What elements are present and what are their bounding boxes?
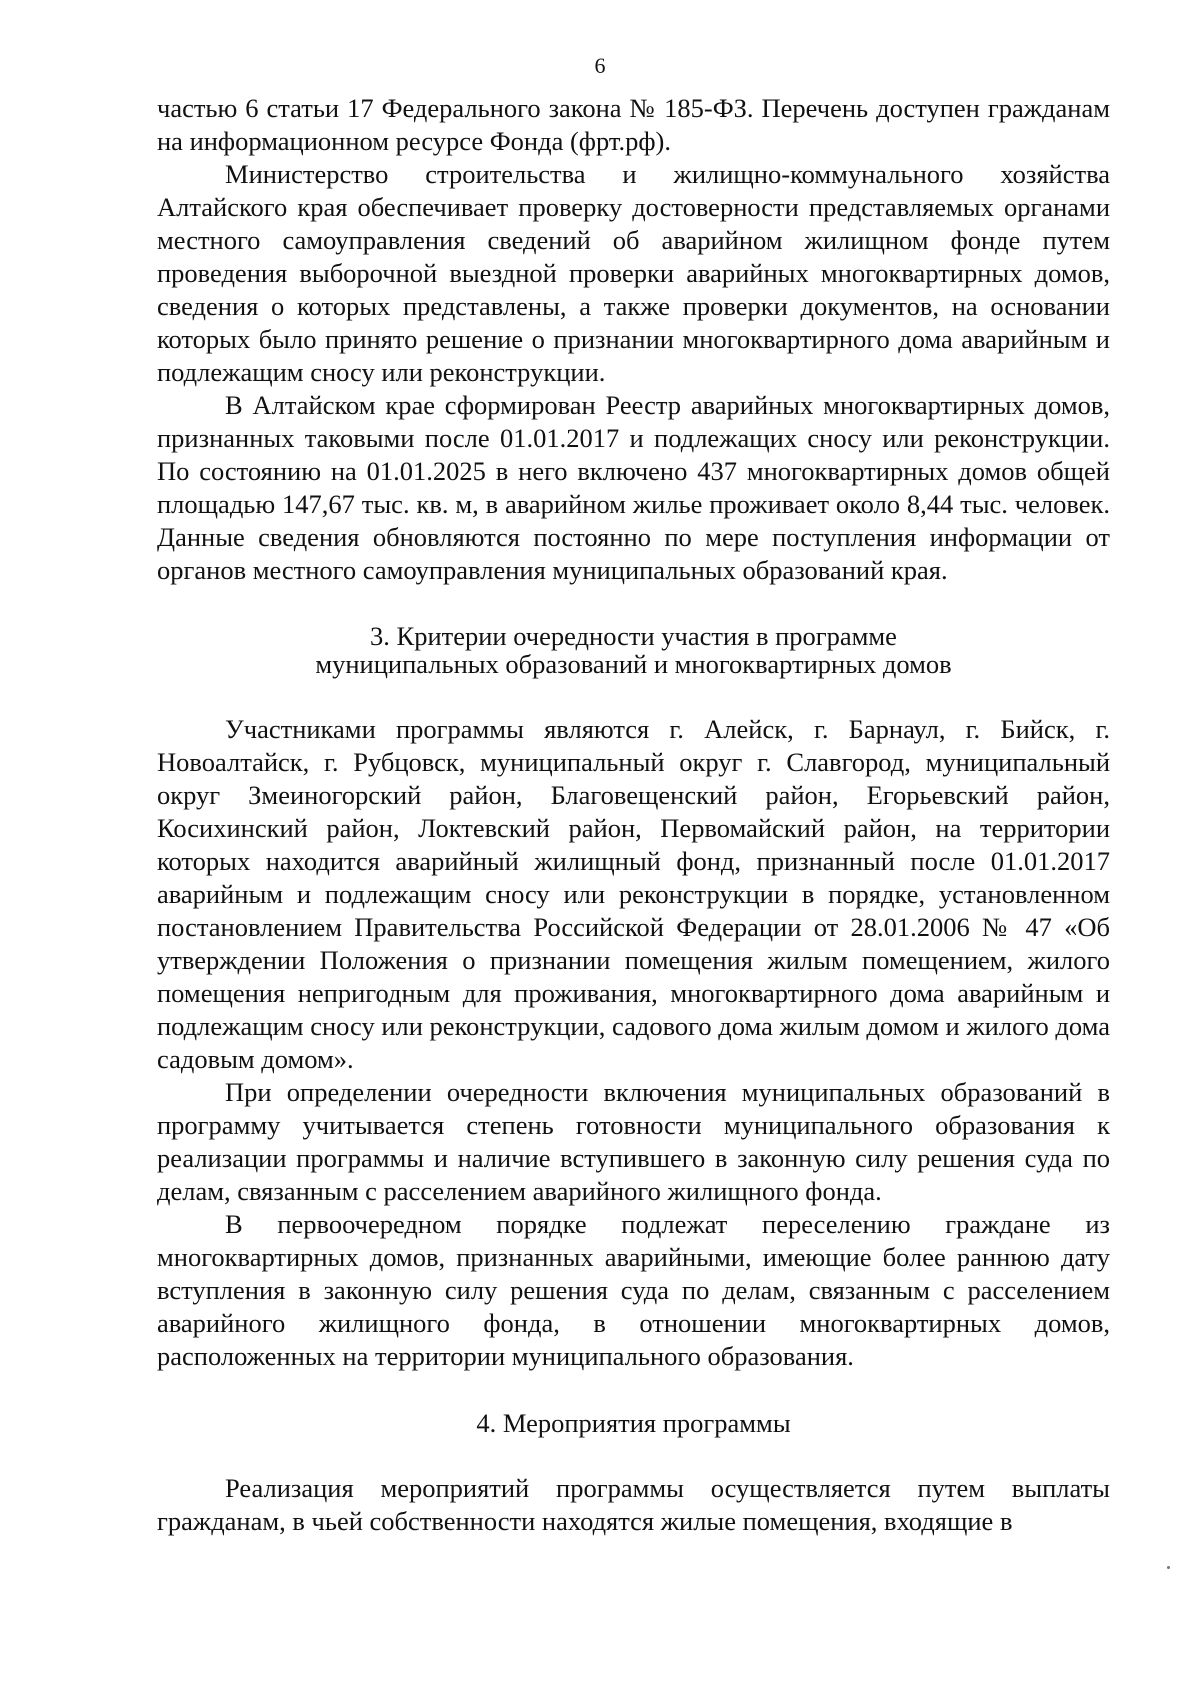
- section-3-title-line-1: 3. Критерии очередности участия в программе: [370, 621, 897, 651]
- section-3-paragraph-first-order: В первоочередном порядке подлежат переселению граждане из многоквартирных домов, признанных аварийными, имеющие более раннюю дату вступления в законную силу решения суда по делам, связанным с расселением аварийного жилищного фонда, в отношении многоквартирных домов, расположенных на территории муниципального образования.: [157, 1209, 1110, 1371]
- intro-paragraph-ministry-verification: Министерство строительства и жилищно-коммунального хозяйства Алтайского края обеспечивает проверку достоверности представляемых органами местного самоуправления сведений об аварийном жилищном фонде путем проведения выборочной выездной проверки аварийных многоквартирных домов, сведения о которых представлены, а также проверки документов, на основании которых было принято решение о признании многоквартирного дома аварийным и подлежащим сносу или реконструкции.: [157, 159, 1110, 387]
- section-3-paragraph-priority: При определении очередности включения муниципальных образований в программу учитывается степень готовности муниципального образования к реализации программы и наличие вступившего в законную силу решения суда по делам, связанным с расселением аварийного жилищного фонда.: [157, 1077, 1110, 1206]
- section-3-heading: [157, 622, 1110, 678]
- section-3-title-line-2: муниципальных образований и многоквартирных домов: [315, 649, 952, 679]
- section-3-paragraph-participants: Участниками программы являются г. Алейск, г. Барнаул, г. Бийск, г. Новоалтайск, г. Рубцовск, муниципальный округ г. Славгород, муниципальный округ Змеиногорский район, Благовещенский район, Егорьевский район, Косихинский район, Локтевский район, Первомайский район, на территории которых находится аварийный жилищный фонд, признанный после 01.01.2017 аварийным и подлежащим сносу или реконструкции в порядке, установленном постановлением Правительства Российской Федерации от 28.01.2006 № 47 «Об утверждении Положения о признании помещения жилым помещением, жилого помещения непригодным для проживания, многоквартирного дома аварийным и подлежащим сносу или реконструкции, садового дома жилым домом и жилого дома садовым домом».: [157, 714, 1110, 1074]
- section-4-paragraph-implementation: Реализация мероприятий программы осуществляется путем выплаты гражданам, в чьей собственности находятся жилые помещения, входящие в: [157, 1473, 1110, 1536]
- scan-dot-mark: [1167, 1566, 1170, 1569]
- document-body: [157, 92, 1110, 1538]
- page-number: 6: [594, 53, 606, 78]
- section-4-heading: 4. Мероприятия программы: [476, 1408, 791, 1438]
- intro-paragraph-continuation: частью 6 статьи 17 Федерального закона № 185-ФЗ. Перечень доступен гражданам на информационном ресурсе Фонда (фрт.рф).: [157, 93, 1110, 156]
- intro-paragraph-registry: В Алтайском крае сформирован Реестр аварийных многоквартирных домов, признанных таковыми после 01.01.2017 и подлежащих сносу или реконструкции. По состоянию на 01.01.2025 в него включено 437 многоквартирных домов общей площадью 147,67 тыс. кв. м, в аварийном жилье проживает около 8,44 тыс. человек. Данные сведения обновляются постоянно по мере поступления информации от органов местного самоуправления муниципальных образований края.: [157, 390, 1110, 585]
